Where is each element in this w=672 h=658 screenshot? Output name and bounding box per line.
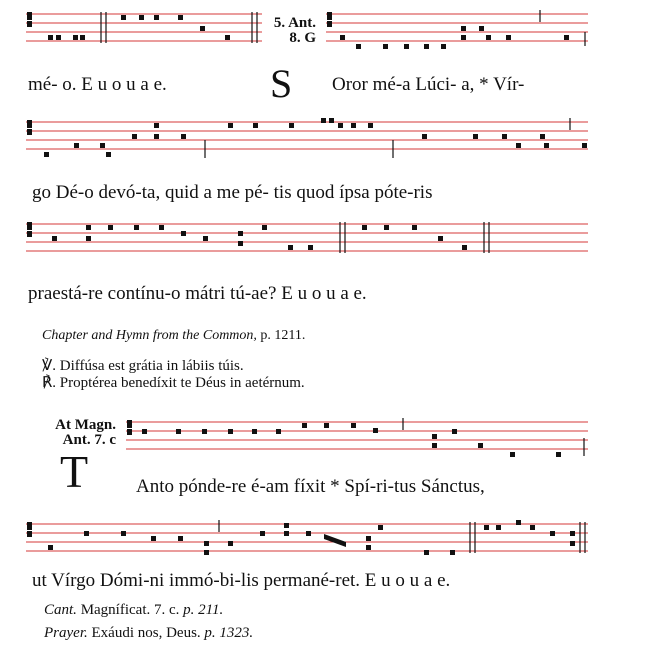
staff-5 xyxy=(26,520,588,562)
staff-3 xyxy=(26,220,588,260)
prayer-label: Prayer. xyxy=(44,625,88,641)
prayer-page: p. 1323. xyxy=(204,625,254,641)
prayer-text: Exáudi nos, Deus. xyxy=(91,625,201,641)
antiphon-mode-label xyxy=(254,16,316,46)
chapter-text: Chapter and Hymn from the Common, xyxy=(42,328,257,343)
drop-initial-s: S xyxy=(270,61,293,106)
response-text: Proptérea benedíxit te Déus in aetérnum. xyxy=(59,375,305,391)
magn-mode-line-2: Ant. 7. c xyxy=(62,432,116,448)
response-symbol: ℟. xyxy=(42,375,57,391)
magnificat-mode-label xyxy=(30,418,116,448)
cant-text: Magníficat. 7. c. xyxy=(80,602,180,618)
canticle-reference xyxy=(44,602,223,619)
lyrics-line-1-right: Oror mé-a Lúci- a, * Vír- xyxy=(332,74,525,95)
mode-line-1: 5. Ant. xyxy=(273,15,316,31)
staff-2 xyxy=(26,118,588,162)
cant-label: Cant. xyxy=(44,602,77,618)
magn-lyrics-line-1: Anto pónde-re é-am fíxit * Spí-ri-tus Sánctus, xyxy=(136,476,485,497)
magn-lyrics-line-2: ut Vírgo Dómi-ni immó-bi-lis permané-ret. E u o u a e. xyxy=(32,570,451,591)
versicle-symbol: ℣. xyxy=(42,358,57,374)
prayer-reference xyxy=(44,625,253,642)
lyrics-line-3: praestá-re contínu-o mátri tú-ae? E u o u a e. xyxy=(28,283,367,304)
lyrics-line-1-left: mé- o. E u o u a e. xyxy=(28,74,167,95)
versicle-text: Diffúsa est grátia in lábiis túis. xyxy=(59,358,244,374)
chapter-page-ref: p. 1211. xyxy=(260,328,306,343)
magn-mode-line-1: At Magn. xyxy=(55,417,116,433)
staff-1-right xyxy=(326,10,588,50)
mode-line-2: 8. G xyxy=(289,30,316,46)
chapter-reference xyxy=(42,328,305,344)
staff-1-left xyxy=(26,10,262,50)
cant-page: p. 211. xyxy=(183,602,224,618)
lyrics-line-2: go Dé-o devó-ta, quid a me pé- tis quod ípsa póte-ris xyxy=(32,182,433,203)
response-line xyxy=(42,373,305,392)
staff-4 xyxy=(126,418,588,460)
drop-initial-t: T xyxy=(60,446,89,497)
